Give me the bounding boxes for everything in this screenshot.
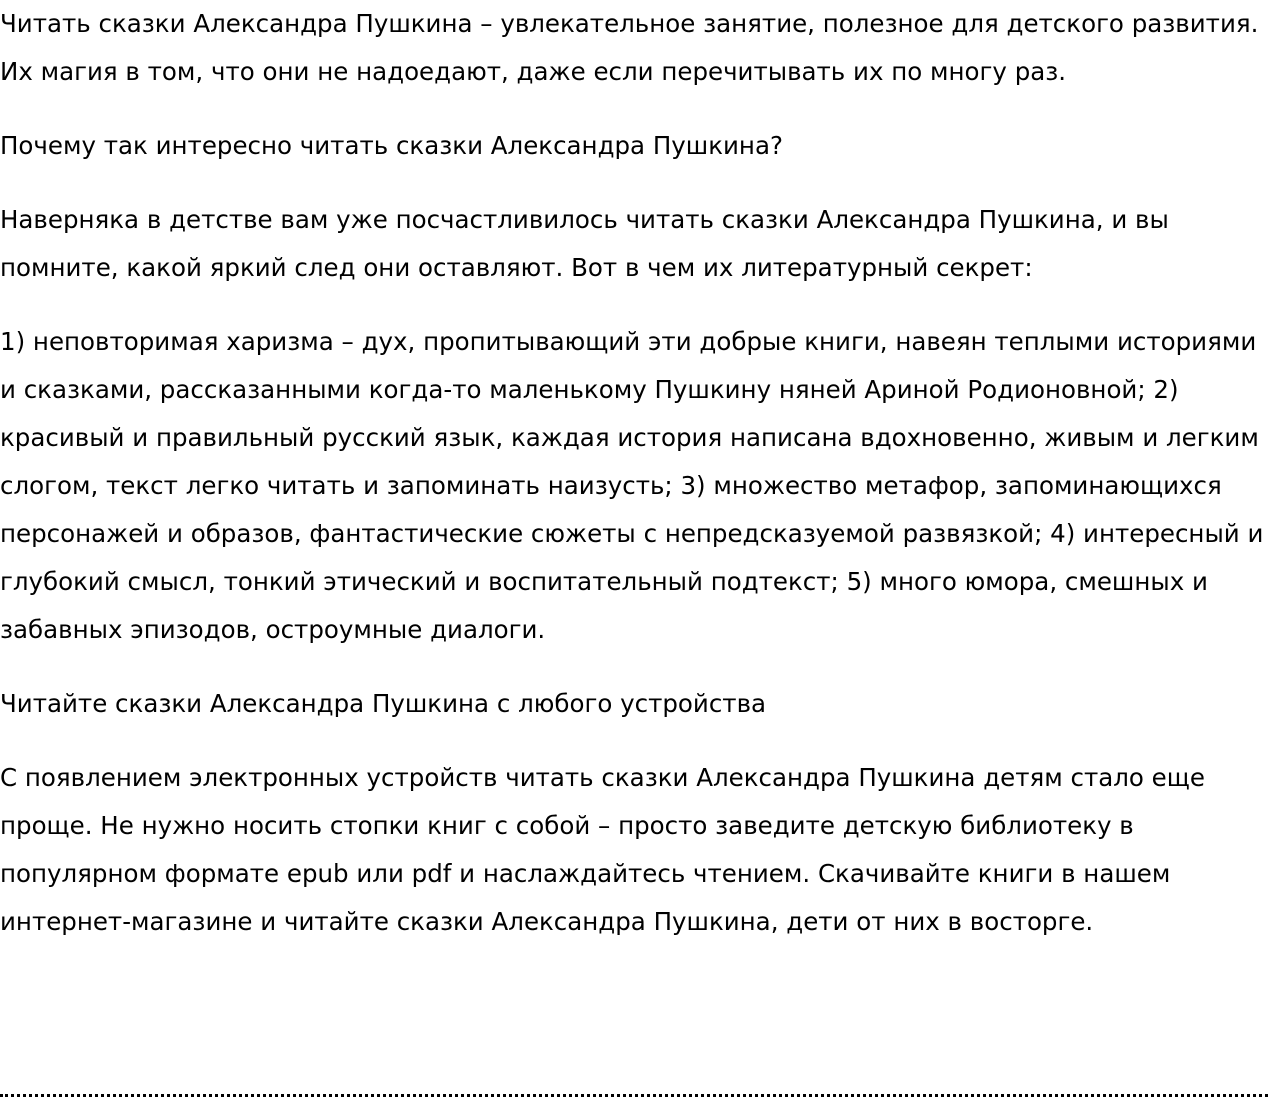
secret-intro-paragraph: Наверняка в детстве вам уже посчастливилось читать сказки Александра Пушкина, и вы помните, какой яркий след они оставляют. Вот в чем их литературный секрет:: [0, 205, 1169, 282]
section-heading-any-device: Читайте сказки Александра Пушкина с любого устройства: [0, 689, 767, 718]
devices-paragraph: С появлением электронных устройств читать сказки Александра Пушкина детям стало еще проще. Не нужно носить стопки книг с собой – просто заведите детскую библиотеку в популярном формате epub или pdf и наслаждайтесь чтением. Скачивайте книги в нашем интернет-магазине и читайте сказки Александра Пушкина, дети от них в восторге.: [0, 763, 1205, 936]
section-heading-why-interesting: Почему так интересно читать сказки Александра Пушкина?: [0, 131, 783, 160]
intro-paragraph: Читать сказки Александра Пушкина – увлекательное занятие, полезное для детского развития. Их магия в том, что они не надоедают, даже если перечитывать их по многу раз.: [0, 9, 1259, 86]
features-list-paragraph: 1) неповторимая харизма – дух, пропитывающий эти добрые книги, навеян теплыми историями и сказками, рассказанными когда-то маленькому Пушкину няней Ариной Родионовной; 2) красивый и правильный русский язык, каждая история написана вдохновенно, живым и легким слогом, текст легко читать и запоминать наизусть; 3) множество метафор, запоминающихся персонажей и образов, фантастические сюжеты с непредсказуемой развязкой; 4) интересный и глубокий смысл, тонкий этический и воспитательный подтекст; 5) много юмора, смешных и забавных эпизодов, остроумные диалоги.: [0, 327, 1264, 644]
dotted-divider: [0, 1094, 1268, 1097]
